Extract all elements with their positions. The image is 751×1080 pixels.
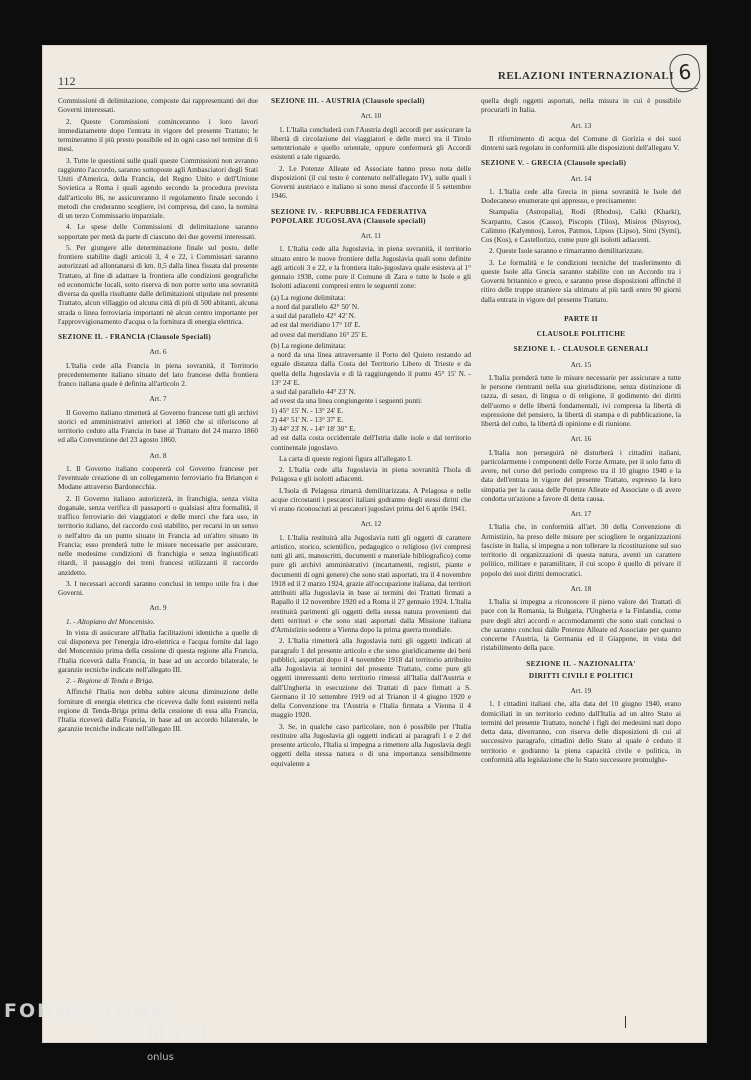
paragraph: 3. I necessari accordi saranno conclusi in tempo utile fra i due Governi. <box>58 578 258 597</box>
section-heading: SEZIONE II. - FRANCIA (Clausole Speciali) <box>58 332 211 341</box>
paragraph: 5. Per giungere alle determinazione finale sul posto, delle frontiere stabilite dagli articoli 3, 4 e 22, i Commissari saranno autorizzati ad allontanarsi di km. 0,5 dalla linea fissata dal presente Trattato, al fine di adattare la frontiera alle condizioni geografiche ed economiche locali, sotto riserva di non porre sotto una sovranità diversa da quella risultante dalle delimitazioni stipulate nel presente Trattato, alcun villaggio od alcuna città di più di 500 abitanti, alcuna strada o linea ferroviaria importanti nè alcun centro importante per l'approvvigionamento d'acqua o la fornitura di energia elettrica. <box>58 242 258 326</box>
zone-a: (a) La regione delimitata: a nord dal parallelo 42° 50' N. a sud dal parallelo 42° 42' N. ad est dal meridiano 17° 10' E. ad ovest dal meridiano 16° 25' E. <box>271 292 368 339</box>
section-heading: SEZIONE V. - GRECIA (Clausole speciali) <box>481 158 627 168</box>
paragraph: 1. L'Italia restituirà alla Jugoslavia tutti gli oggetti di carattere artistico, storico, scientifico, pedagogico o religioso (ivi compresi tutti gli atti, manoscritti, documenti e materiale bibliografico) come pure gli archivi amministrativi (incartamenti, registri, piante e documenti di ogni genere) che sono stati asportati, tra il 4 novembre 1918 ed il 2 marzo 1924, grazie all'occupazione italiana, dai territori attribuiti alla Jugoslavia in base ai termini dei Trattati firmati a Rapallo il 12 novembre 1920 ed a Roma il 27 gennaio 1924. L'Italia restituirà parimenti gli oggetti della stessa natura provenienti dai detti territori e che sono stati asportati dalla Missione italiana d'Armistizio sedente a Vienna dopo la prima guerra mondiale. <box>271 532 471 634</box>
paragraph: L'Italia che, in conformità all'art. 30 della Convenzione di Armistizio, ha preso delle misure per sciogliere le organizzazioni fasciste in Italia, si impegna a non tollerare la ricostituzione sul suo territorio di organizzazioni di questa natura, aventi un carattere politico, militare e paramilitare, il cui scopo è quello di privare il popolo dei suoi diritti democratici. <box>481 522 681 578</box>
paragraph: Stampalia (Astropalia), Rodi (Rhodos), Calki (Kharki), Scarpanto, Casos (Casso), Piscopis (Tilos), Misiros (Nisyros), Calimno (Kalymnos), Leros, Patmos, Lipsos (Lipso), Simi (Symi), Cos (Kos), e Castellorizo, come pure gli isolotti adiacenti. <box>481 207 681 244</box>
pencil-mark <box>625 1016 626 1028</box>
paragraph: 1. L'Italia cede alla Grecia in piena sovranità le Isole del Dodecaneso enumerate qui appresso, e precisamente: <box>481 186 681 205</box>
paragraph: 3. Se, in qualche caso particolare, non è possibile per l'Italia restituire alla Jugoslavia gli oggetti indicati ai paragrafi 1 e 2 del presente articolo, l'Italia si impegna a rimettere alla Jugoslavia degli oggetti della stessa natura o di una importanza sensibilmente equivalente a <box>271 721 471 768</box>
paragraph: 1. Il Governo italiano coopererà col Governo francese per l'eventuale creazione di un collegamento ferroviario fra Briançon e Modane attraverso Bardonecchia. <box>58 463 258 492</box>
paragraph: 2. Le Potenze Alleate ed Associate hanno preso nota delle disposizioni (il cui testo è contenuto nell'allegato IV), sulle quali i Governi austriaco e italiano si sono messi d'accordo il 5 settembre 1946. <box>271 163 471 201</box>
paragraph: L'Italia prenderà tutte le misure necessarie per assicurare a tutte le persone rientranti nella sua giurisdizione, senza distinzione di razza, di sesso, di lingua o di religione, il godimento dei diritti dell'uomo e delle libertà fondamentali, ivi compresa la libertà di espressione del pensiero, la libertà di stampa e di pubblicazione, la libertà del culto, la libertà di opinione e di riunione. <box>481 372 681 428</box>
section-heading: DIRITTI CIVILI E POLITICI <box>528 670 634 680</box>
paragraph: 2. Il Governo italiano autorizzerà, in franchigia, senza visita doganale, senza verifica di passaporti o qualsiasi altra formalità, il traffico ferroviario dei viaggiatori e delle merci che fara uso, in territorio italiano, del raccordo così stabilito, per recarsi in un senso o nell'altro da un punto situato in Francia ad un'altro situato in Francia; esso prenderà tutte le misure necessarie per assicurare, nelle medesime condizioni di franchigia e senza ingiustificati ritardi, il passaggio dei treni francesi utilizzanti il raccordo anzidetto. <box>58 493 258 577</box>
article-label: Art. 10 <box>360 111 382 121</box>
section-heading: SEZIONE I. - CLAUSOLE GENERALI <box>513 344 649 354</box>
article-label: Art. 17 <box>570 509 592 518</box>
section-heading: SEZIONE IV. - REPUBBLICA FEDERATIVA POPOLARE JUGOSLAVA (Clausole speciali) <box>271 206 427 225</box>
paragraph: La carta di queste regioni figura all'allegato I. <box>279 453 413 463</box>
running-title: RELAZIONI INTERNAZIONALI <box>497 70 674 82</box>
header-rule <box>58 88 698 89</box>
paragraph: Affinchè l'Italia non debba subire alcuna diminuzione delle forniture di energia elettrica che riceveva dalle fonti esistenti nella regione di Tenda-Briga prima della cessione di essa alla Francia, l'Italia riceverà dalla Francia, in base ad un accordo bilaterale, le garanzie tecniche indicate nell'allegato III. <box>58 687 258 734</box>
paragraph: 2. Queste Isole saranno e rimarranno demilitarizzate. <box>489 246 644 256</box>
article-label: Art. 14 <box>570 173 592 183</box>
paragraph: 3. Tutte le questioni sulle quali queste Commissioni non avranno raggiunto l'accordo, saranno sottoposte agli Ambasciatori degli Stati Uniti d'America, della Francia, del Regno Unito e dell'Unione Sovietica a Roma i quali agendo secondo la procedura prevista dall'articolo 86, ne assicureranno il regolamento finale secondo i metodi che crederanno scegliere, ivi compresa, del caso, la nomina di un terzo Commissario imparziale. <box>58 155 258 220</box>
article-label: Art. 11 <box>360 231 382 240</box>
column-middle <box>271 96 471 770</box>
column-left <box>58 96 258 736</box>
article-label: Art. 6 <box>149 347 167 357</box>
paragraph: 4. Le spese delle Commissioni di delimitazione saranno sopportate per metà da parte di ciascuno dei due governi interessati. <box>58 222 258 241</box>
paragraph: L'Italia si impegna a riconoscere il pieno valore dei Trattati di pace con la Romania, la Bulgaria, l'Ungheria e la Finlandia, come pure degli altri accordi o accomodamenti che sono stati conclusi o che saranno conclusi dalle Potenze Alleate ed Associate per quanto concerne l'Austria, la Germania ed il Giappone, in vista del ristabilimento della pace. <box>481 597 681 653</box>
section-heading: SEZIONE II. - NAZIONALITA' <box>526 658 636 668</box>
paragraph: 2. L'Italia rimetterà alla Jugoslavia tutti gli oggetti indicati al paragrafo 1 del presente articolo e che sono giuridicamente dei beni pubblici, asportati dopo il 4 novembre 1918 dal territorio attribuito alla Jugoslavia ai termini del presente Trattato, come pure gli oggetti interessanti detto territorio rimessi all'Italia dall'Austria e dall'Ungheria in esecuzione dei Trattati di pace firmati a S. Germano il 10 settembre 1919 ed al Trianon il 4 giugno 1920 e della Convenzione tra l'Austria e l'Italia firmata a Vienna il 4 maggio 1920. <box>271 636 471 720</box>
document-page <box>43 46 706 1042</box>
paragraph: Il Governo italiano rimetterà al Governo francese tutti gli archivi storici ed amministrativi anteriori al 1860 che si riferiscono al territorio ceduto alla Francia in base al Trattato del 24 marzo 1860 ed alla Convenzione del 23 agosto 1860. <box>58 407 258 445</box>
article-label: Art. 13 <box>570 120 592 130</box>
paragraph: In vista di assicurare all'Italia facilitazioni identiche a quelle di cui disponeva per l'energia idro-elettrica e l'acqua fornite dal lago del Moncenisio prima della cessione di questa regione alla Francia, l'Italia riceverà dalla Francia, in base ad un accordo bilaterale, le garanzie tecniche indicate nell'allegato III. <box>58 627 258 674</box>
article-label: Art. 18 <box>570 583 592 593</box>
article-label: Art. 7 <box>149 394 167 404</box>
paragraph: L'Italia non perseguirà nè disturberà i cittadini italiani, particolarmente i componenti delle Forze Armate, per il solo fatto di avere, nel corso del periodo compreso tra il 10 giugno 1940 e la data dell'entrata in vigore del presente Trattato, espresso la loro simpatia per la causa delle Potenze Alleate ed Associate o di avere condotta un'azione a favore di detta causa. <box>481 447 681 503</box>
article-label: Art. 9 <box>149 603 167 613</box>
paragraph: 1. L'Italia concluderà con l'Austria degli accordi per assicurare la libertà di circolazione dei viaggiatori e delle merci tra il Tirolo settentrionale e quello orientale, oppure confermerà gli Accordi esistenti a tale riguardo. <box>271 124 471 162</box>
paragraph: 1. I cittadini italiani che, alla data del 10 giugno 1940, erano domiciliati in un territorio ceduto dall'Italia ad un altro Stato ai termini del presente Trattato, nonchè i figli dei medesimi nati dopo detta data, diverranno, con riserva delle disposizioni di cui al successivo paragrafo, cittadini dello Stato al quale è ceduto il territorio e godranno la piena capacità civile e politica, in conformità alla legislazione che lo Stato successore promulghe- <box>481 699 681 764</box>
section-heading: SEZIONE III. - AUSTRIA (Clausole speciali) <box>271 96 425 105</box>
column-right <box>481 96 681 766</box>
watermark-line1: FONDAZIONE <box>4 1000 166 1022</box>
watermark-logo <box>4 1000 209 1044</box>
paragraph: 2. Queste Commissioni cominceranno i loro lavori immediatamente dopo l'entrata in vigore del presente Trattato; le termineranno il più presto possibile ed in ogni caso nel termine di 6 mesi. <box>58 116 258 154</box>
part-label: PARTE II <box>564 313 598 323</box>
article-label: Art. 16 <box>570 434 592 444</box>
paragraph: 3. Le formalità e le condizioni tecniche del trasferimento di queste Isole alla Grecia saranno stabilite con un Accordo tra i Governi britannico e greco, e saranno prese disposizioni affinchè il ritiro delle truppe straniere sia ultimato al più tardi entro 90 giorni dalla entrata in vigore del presente Trattato. <box>481 257 681 304</box>
article-label: Art. 8 <box>149 450 167 460</box>
paragraph: L'Isola di Pelagosa rimarrà demilitarizzata. A Pelagosa e nelle acque circostanti i pescatori italiani godranno degli stessi diritti che vi erano riconosciuti ai pescatori jugoslavi prima del 6 aprile 1941. <box>271 485 471 513</box>
subheading: 2. - Regione di Tenda e Briga. <box>66 676 154 685</box>
paragraph: L'Italia cede alla Francia in piena sovranità, il Territorio precedentemente italiano situato del lato francese della frontiera franco italiana quale è definita all'articolo 2. <box>58 360 258 388</box>
watermark-onlus: onlus <box>147 1052 174 1063</box>
paragraph: Il rifornimento di acqua del Comune di Gorizia e dei suoi dintorni sarà regolato in conformità alle disposizioni dell'allegato V. <box>481 133 681 152</box>
article-label: Art. 12 <box>360 519 382 529</box>
zone-b: (b) La regione delimitata: a nord da una linea attraversante il Porto del Quieto restando ad eguale distanza dalla Costa del Territorio Libero di Trieste e da quella della Jugoslavia e di là raggiungendo il punto 45° 15' N. - 13° 24' E. a sud dal parallelo 44° 23' N. ad ovest da una linea congiungente i seguenti punti: 1) 45° 15' N. - 13° 24' E. 2) 44° 51' N. - 13° 37' E. 3) 44° 23' N. - 14° 18' 30" E. ad est dalla costa occidentale dell'Istria dalle isole e dal territorio continentale jugoslavo. <box>271 340 471 452</box>
paragraph: 2. L'Italia cede alla Jugoslavia in piena sovranità l'Isola di Pelagosa e gli isolotti adiacenti. <box>271 465 471 484</box>
paragraph: Commissioni di delimitazione, composte dai rappresentanti dei due Governi interessati. <box>58 96 258 115</box>
watermark-line2: GRAMSCI <box>96 1022 209 1044</box>
subheading: 1. - Altopiano del Moncenisio. <box>66 616 155 626</box>
page-number: 112 <box>58 74 76 88</box>
paragraph: 1. L'Italia cede alla Jugoslavia, in piena sovranità, il territorio situato entro le nuove frontiere della Jugoslavia quali sono definite agli articoli 3 e 22, e la frontiera italo-jugoslava quale esisteva al 1° gennaio 1938, come pure il Comune di Zara e tutte le Isole e gli Isolotti adiacenti compresi entro le seguenti zone: <box>271 244 471 291</box>
paragraph: quella degli oggetti asportati, nella misura in cui è possibile procurarli in Italia. <box>481 96 681 115</box>
article-label: Art. 15 <box>570 359 592 369</box>
article-label: Art. 19 <box>570 686 592 695</box>
handwritten-page-number: 6 <box>668 53 702 94</box>
part-title: CLAUSOLE POLITICHE <box>536 329 626 338</box>
